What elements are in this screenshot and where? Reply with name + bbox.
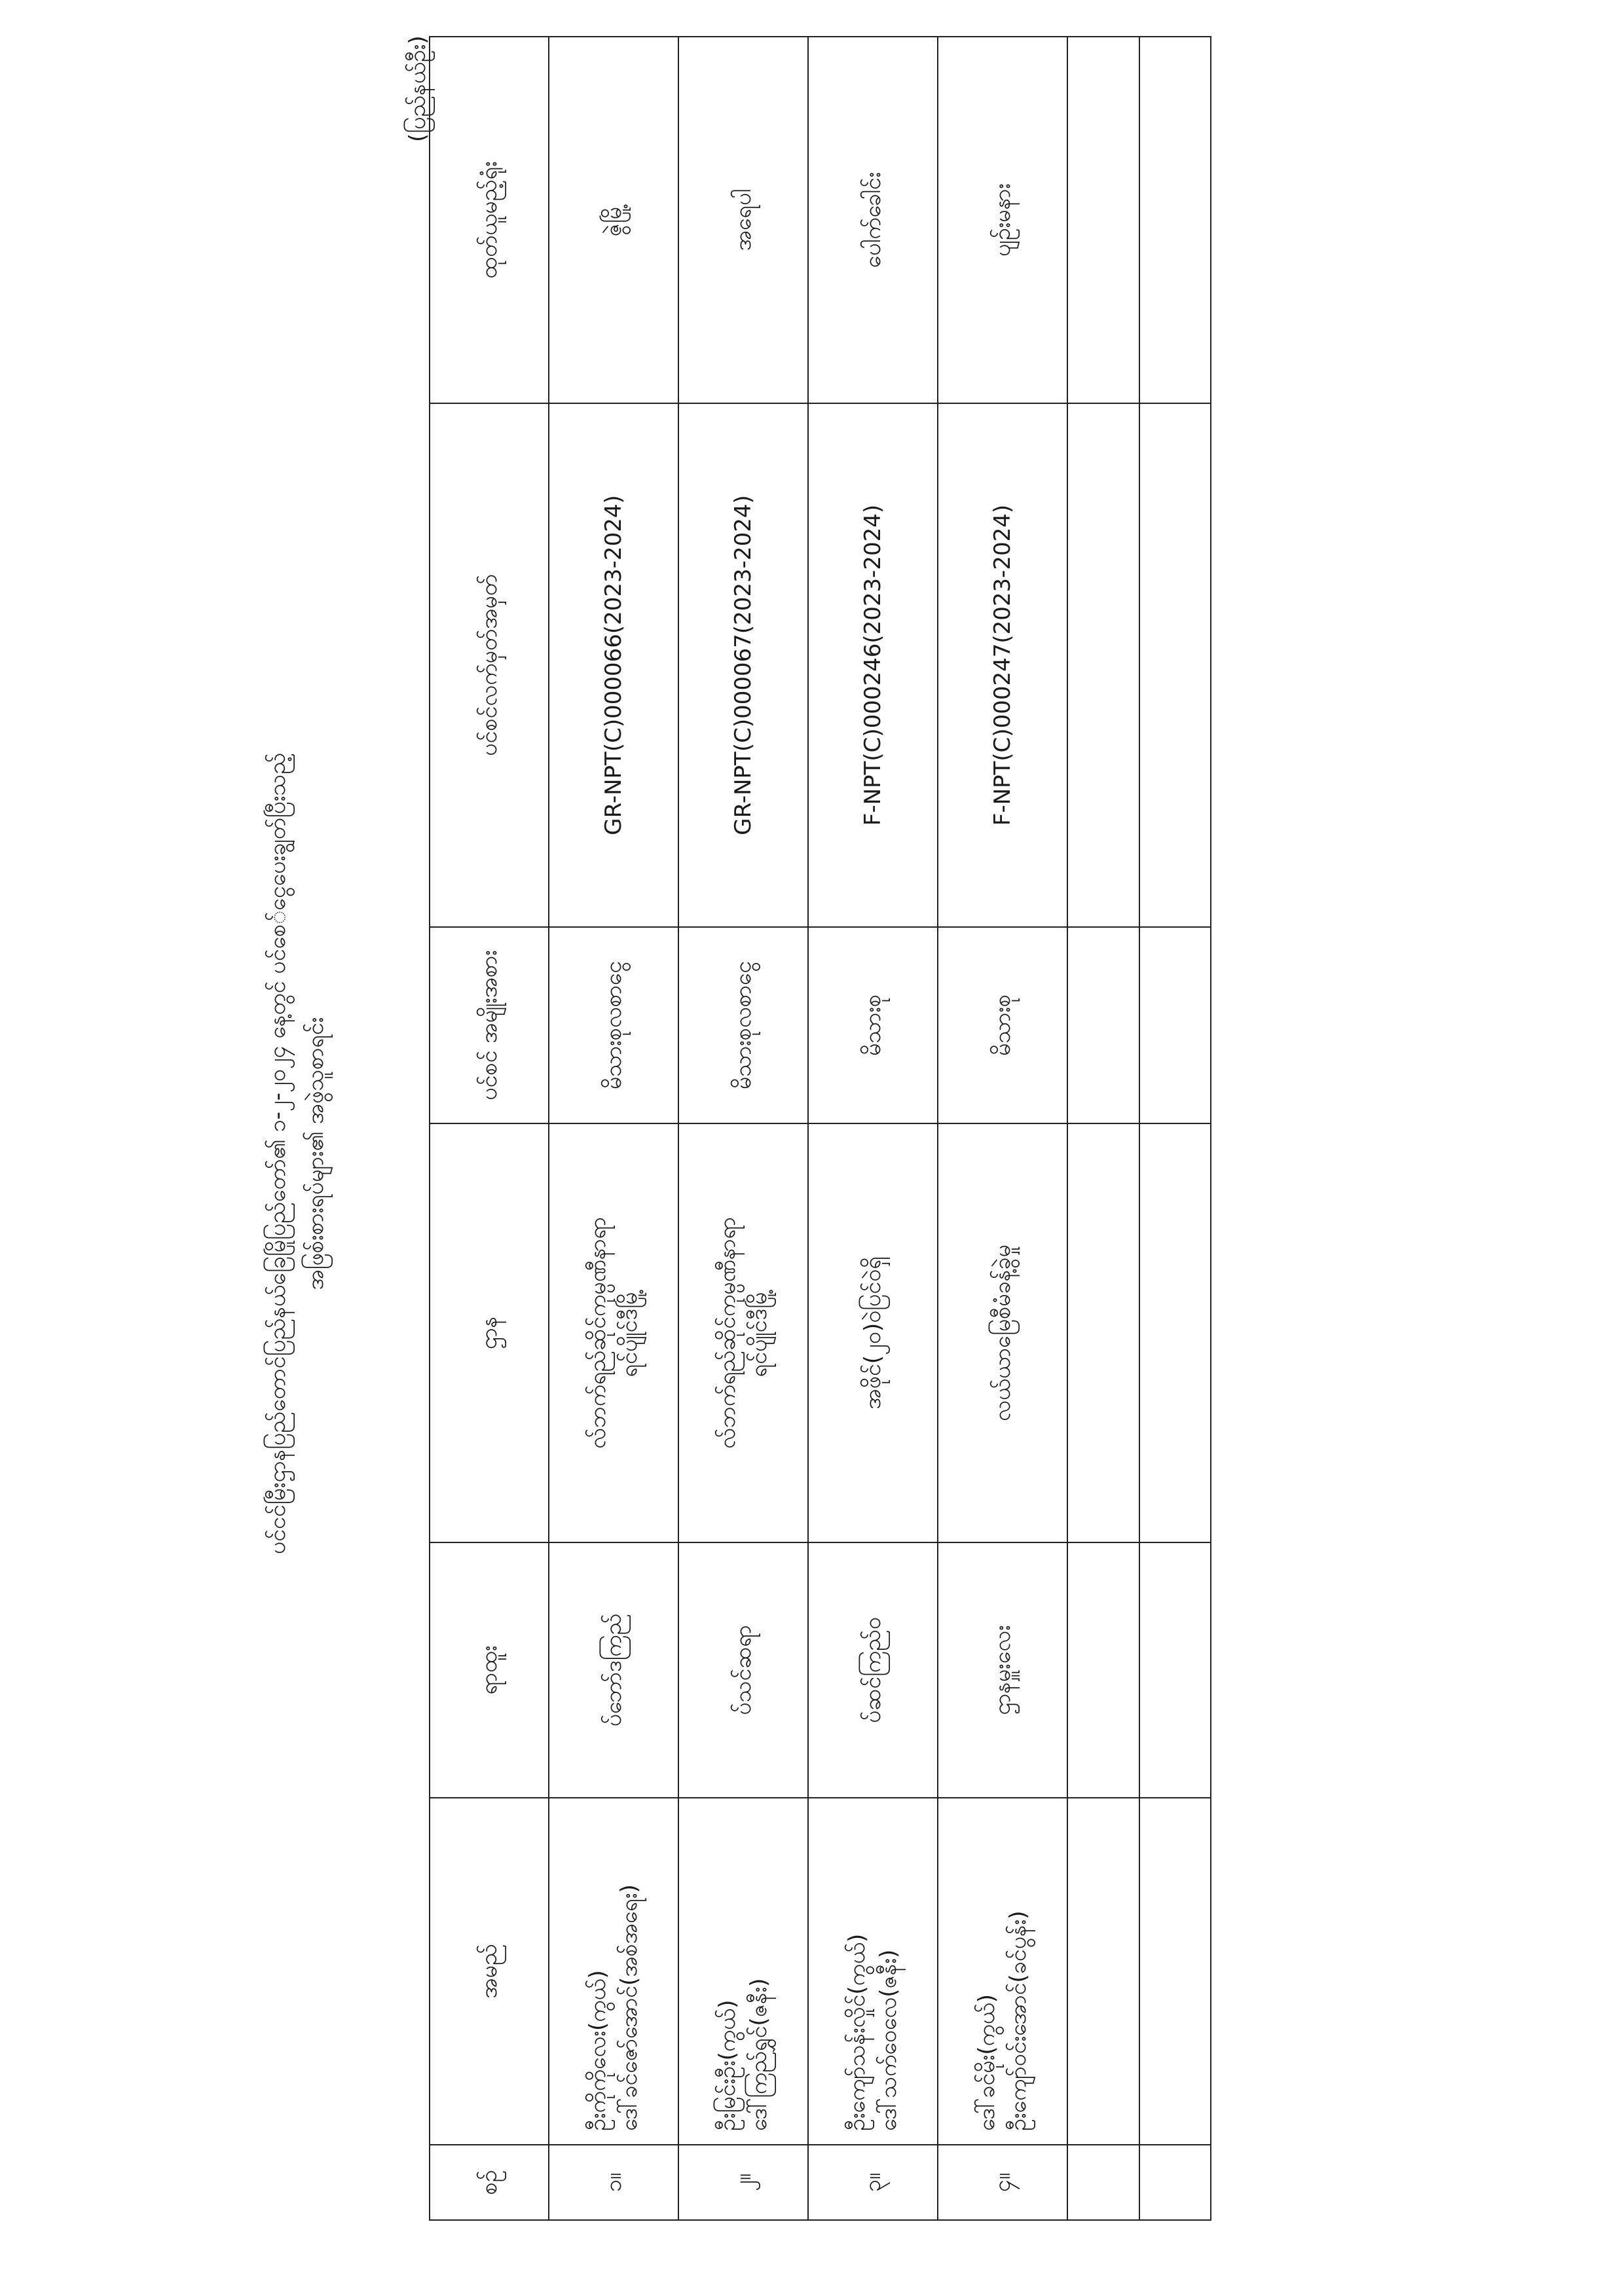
name-line-2: ဦးကျော်ဝင်းအောင်(ခင်ပွန်း) <box>1005 1910 1032 2131</box>
dept-line-2: ရင်ပျိုင်ဒီမြို့ <box>746 1288 773 1377</box>
header-ppo: ပင်စင်လက်မှတ်အမှတ် <box>430 403 549 927</box>
table-row <box>549 37 678 2220</box>
dept-line-1: လ်ဘက်ရည်ဆိုင်ကုမ္ပဏီနာရာ <box>585 1216 612 1449</box>
cell-no: ၄။ <box>938 2145 1067 2220</box>
cell-type: မိသားစု <box>938 927 1067 1123</box>
dept-line-1: လယ်ယာမြေစီမံခန့်ခွဲမှု <box>989 1245 1016 1421</box>
cell-no: ၂။ <box>678 2145 808 2220</box>
cell-type: မိသားစု <box>808 927 938 1123</box>
name-line-1: ဦးမြင်းဦး(ကွယ်) <box>714 1999 741 2131</box>
name-line-2: ဒေါ်ခင်ဇော်အောင်(အစ်အရေး) <box>616 1884 643 2131</box>
cell-ppo: F-NPT(C)000247(2023-2024) <box>938 403 1067 927</box>
document-title <box>259 679 335 1628</box>
dept-line-1: လ်ဘက်ရည်ဆိုင်ကုမ္ပဏီနာရာ <box>714 1216 741 1449</box>
title-line-1: ပင်ငင်မြီးဌာနပြည်တောင်ပြည်နယ်ခြေမြိုပြည်တော်၏ ၁-၂-၂၀၂၄ နေ့တွင် ပင်စေ်ငွေပေးချွတ်ပြီးသည့် <box>265 752 291 1555</box>
table-header-row <box>430 37 549 2220</box>
header-rank: ရာထူး <box>430 1542 549 1798</box>
empty-row <box>1067 37 1139 2220</box>
name-line-1: ဦးကိုကိုလေး(ကွယ်) <box>585 1970 612 2131</box>
cell-ppo: GR-NPT(C)000067(2023-2024) <box>678 403 808 927</box>
cell-rank: ပ်ဆင်ကြည်ဝ <box>808 1542 938 1798</box>
name-line-1: ဦးကျော်သန်းလှိုင်(ကွယ်) <box>844 1933 871 2131</box>
unit-label: (ပြည်နယ်ဦး) <box>405 35 431 142</box>
header-name: အမည် <box>430 1798 549 2145</box>
cell-dept <box>678 1123 808 1542</box>
cell-no: ၃။ <box>808 2145 938 2220</box>
cell-type: မိသားစုလစာငွေ <box>549 927 678 1123</box>
name-line-2: ဒေါ်ကြည်ရွှင်(ဇနီး) <box>746 1978 773 2131</box>
cell-dept <box>938 1123 1067 1542</box>
table-row <box>678 37 808 2220</box>
dept-line-1: အဖိုင်(၂၀)ဝဲပြင်ဝဲရှိ <box>860 1256 887 1410</box>
cell-name <box>678 1798 808 2145</box>
cell-type: မိသားစုလစာငွေ <box>678 927 808 1123</box>
cell-office: ဇွဲမြို့ <box>549 37 678 403</box>
cell-name <box>549 1798 678 2145</box>
cell-office: ပျဉ်းမနား <box>938 37 1067 403</box>
empty-row <box>1139 37 1211 2220</box>
name-line-2: ဒေါ်သက်ဝေလေ(ဇနီး) <box>876 1949 902 2131</box>
pension-register-table <box>429 36 1211 2221</box>
header-office: ထုတ်ယူမည့်ရုံး <box>430 37 549 403</box>
table-row <box>808 37 938 2220</box>
name-line-1: ဒေါ်ခင်မိုး(ကွယ်) <box>974 1994 1001 2131</box>
header-no: စဉ် <box>430 2145 549 2220</box>
title-line-2: အဖြစ်းစားရပ်များ၏ အဖွဲသူစာရင်း <box>303 1017 329 1290</box>
cell-rank: ပ်သင်ဆရာ <box>678 1542 808 1798</box>
cell-no: ၁။ <box>549 2145 678 2220</box>
cell-name <box>938 1798 1067 2145</box>
cell-office: ပေါက်ခေါင်း <box>808 37 938 403</box>
cell-ppo: GR-NPT(C)000066(2023-2024) <box>549 403 678 927</box>
cell-dept <box>808 1123 938 1542</box>
cell-rank: ပ်ဘော်ဒကြည် <box>549 1542 678 1798</box>
table-row <box>938 37 1067 2220</box>
cell-dept <box>549 1123 678 1542</box>
cell-ppo: F-NPT(C)000246(2023-2024) <box>808 403 938 927</box>
dept-line-2: ရင်ပျိုင်ဒီမြို့ <box>616 1288 643 1377</box>
header-dept: ဌာန <box>430 1123 549 1542</box>
cell-rank: ဌာနမှူးလေး <box>938 1542 1067 1798</box>
header-type: ပင်စင် အမျိုးအစား <box>430 927 549 1123</box>
cell-name <box>808 1798 938 2145</box>
cell-office: အရေပါ <box>678 37 808 403</box>
